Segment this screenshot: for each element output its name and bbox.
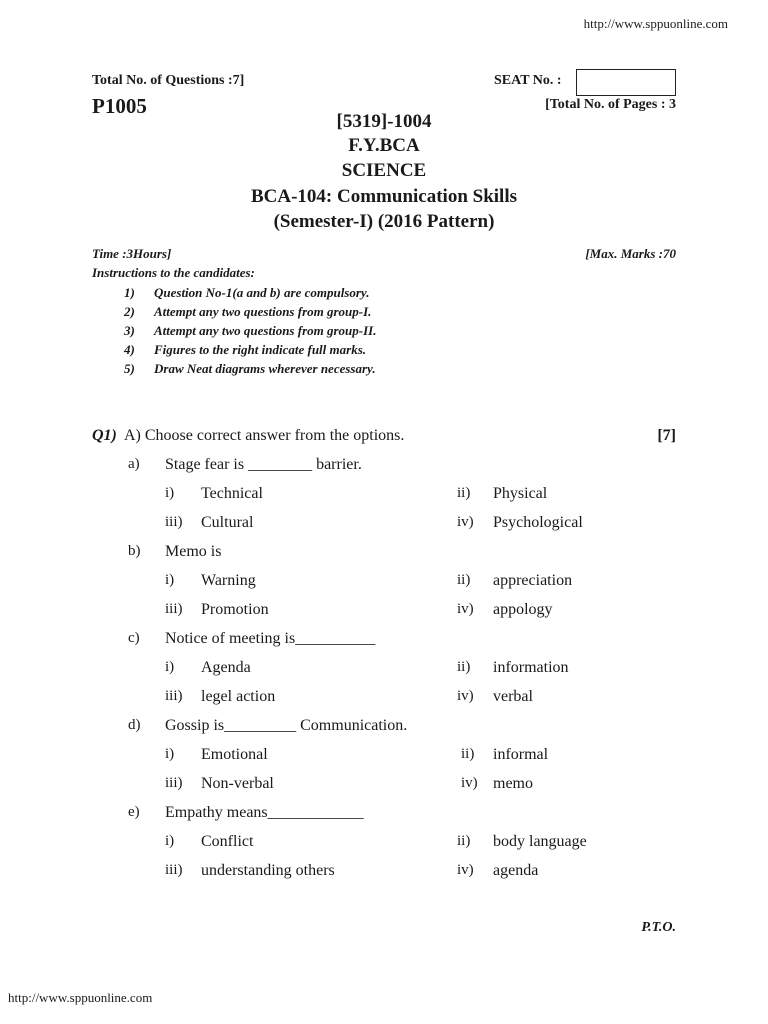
course-name: F.Y.BCA <box>348 135 420 156</box>
option-text: Technical <box>201 485 263 502</box>
option-text: informal <box>493 746 549 763</box>
option-number: iii) <box>165 775 183 791</box>
question-text: A) Choose correct answer from the options. <box>124 427 405 444</box>
item-letter: c) <box>128 630 140 646</box>
faculty-name: SCIENCE <box>341 160 427 181</box>
item-question: Notice of meeting is__________ <box>165 630 376 647</box>
option-text: verbal <box>493 688 533 705</box>
option-number: i) <box>165 746 175 762</box>
source-url-bottom: http://www.sppuonline.com <box>8 990 153 1005</box>
item-question: Memo is <box>165 543 222 560</box>
option-text: Agenda <box>201 659 251 676</box>
option-number: iv) <box>457 862 474 878</box>
option-number: i) <box>165 659 175 675</box>
option-number: i) <box>165 833 175 849</box>
source-url-top: http://www.sppuonline.com <box>583 16 728 31</box>
question-marks: [7] <box>657 427 676 444</box>
instruction-text: Draw Neat diagrams wherever necessary. <box>154 361 376 376</box>
seat-number-box[interactable] <box>576 69 676 96</box>
option-number: i) <box>165 572 175 588</box>
max-marks: [Max. Marks :70 <box>585 246 676 261</box>
option-text: memo <box>493 775 533 792</box>
instructions-heading: Instructions to the candidates: <box>92 265 255 280</box>
option-text: Promotion <box>201 601 269 618</box>
option-number: iv) <box>457 514 474 530</box>
option-number: i) <box>165 485 175 501</box>
item-letter: b) <box>128 543 141 559</box>
instruction-text: Attempt any two questions from group-I. <box>154 304 372 319</box>
option-number: iii) <box>165 514 183 530</box>
option-number: ii) <box>457 485 471 501</box>
option-number: iv) <box>461 775 478 791</box>
please-turn-over: P.T.O. <box>641 920 676 935</box>
instruction-text: Attempt any two questions from group-II. <box>154 323 377 338</box>
question-number: Q1) <box>92 427 117 444</box>
option-text: Psychological <box>493 514 583 531</box>
option-number: ii) <box>457 572 471 588</box>
option-text: Emotional <box>201 746 268 763</box>
option-text: Non-verbal <box>201 775 274 792</box>
exam-code: [5319]-1004 <box>336 111 432 132</box>
option-text: appreciation <box>493 572 573 589</box>
instruction-number: 4) <box>124 342 135 357</box>
option-number: iii) <box>165 601 183 617</box>
subject-title: BCA-104: Communication Skills <box>250 186 518 207</box>
item-question: Stage fear is ________ barrier. <box>165 456 362 473</box>
option-number: ii) <box>461 746 475 762</box>
paper-code: P1005 <box>92 94 147 118</box>
option-text: Cultural <box>201 514 254 531</box>
option-text: Warning <box>201 572 256 589</box>
option-number: iv) <box>457 688 474 704</box>
instruction-number: 3) <box>124 323 135 338</box>
item-letter: e) <box>128 804 140 820</box>
option-number: ii) <box>457 659 471 675</box>
option-number: ii) <box>457 833 471 849</box>
option-text: agenda <box>493 862 539 879</box>
option-number: iii) <box>165 688 183 704</box>
option-text: body language <box>493 833 587 850</box>
option-text: legel action <box>201 688 276 705</box>
total-questions: Total No. of Questions :7] <box>92 73 245 88</box>
instruction-number: 1) <box>124 285 135 300</box>
semester-pattern: (Semester-I) (2016 Pattern) <box>273 211 495 232</box>
option-text: information <box>493 659 569 676</box>
option-number: iv) <box>457 601 474 617</box>
instruction-text: Figures to the right indicate full marks. <box>154 342 367 357</box>
item-letter: a) <box>128 456 140 472</box>
option-text: Conflict <box>201 833 254 850</box>
option-number: iii) <box>165 862 183 878</box>
item-question: Empathy means____________ <box>165 804 364 821</box>
exam-time: Time :3Hours] <box>92 246 172 261</box>
item-letter: d) <box>128 717 141 733</box>
option-text: Physical <box>493 485 548 502</box>
instruction-number: 5) <box>124 361 135 376</box>
instruction-text: Question No-1(a and b) are compulsory. <box>154 285 370 300</box>
instruction-number: 2) <box>124 304 135 319</box>
seat-number-label: SEAT No. : <box>494 73 562 88</box>
option-text: understanding others <box>201 862 335 879</box>
item-question: Gossip is_________ Communication. <box>165 717 408 734</box>
option-text: appology <box>493 601 553 618</box>
total-pages: [Total No. of Pages : 3 <box>545 97 676 112</box>
